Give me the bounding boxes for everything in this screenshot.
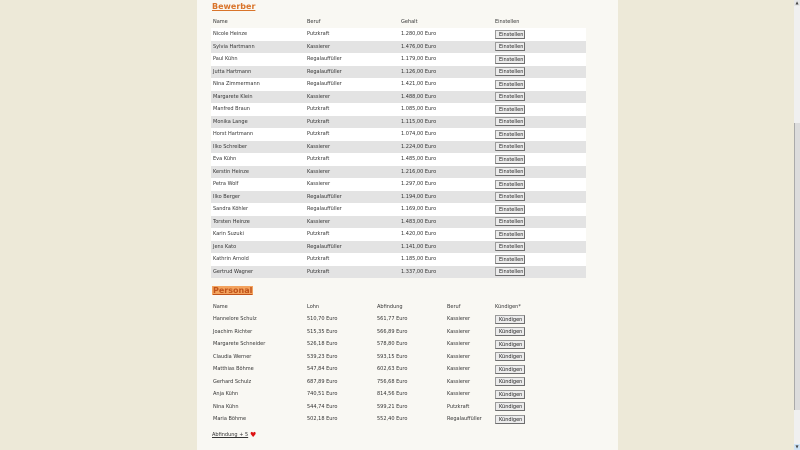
applicant-name: Paul Kühn	[211, 53, 305, 66]
table-row	[211, 216, 586, 229]
kuendigen-button[interactable]: Kündigen	[495, 315, 525, 324]
employee-lohn: 687,89 Euro	[307, 378, 338, 385]
table-row	[211, 388, 531, 401]
applicant-gehalt: 1.074,00 Euro	[399, 128, 493, 141]
table-row	[211, 66, 586, 79]
content-column	[197, 0, 618, 450]
einstellen-cell	[493, 66, 586, 79]
kuendigen-button[interactable]: Kündigen	[495, 390, 525, 399]
employee-abfindung: 552,40 Euro	[377, 416, 408, 423]
applicant-name: Ilko Schreiber	[211, 141, 305, 154]
applicant-name: Eva Kühn	[211, 153, 305, 166]
applicant-beruf: Putzkraft	[305, 253, 399, 266]
einstellen-cell	[493, 203, 586, 216]
applicant-beruf: Regalauffüller	[305, 53, 399, 66]
table-row	[211, 28, 586, 41]
applicant-name: Nina Zimmermann	[211, 78, 305, 91]
applicant-gehalt: 1.141,00 Euro	[399, 241, 493, 254]
einstellen-cell	[493, 103, 586, 116]
employee-name: Anja Kühn	[213, 391, 239, 398]
header-name: Name	[213, 19, 228, 25]
header-beruf: Beruf	[447, 304, 461, 310]
kuendigen-cell	[493, 363, 531, 376]
heart-icon: ♥	[250, 431, 257, 439]
einstellen-button[interactable]: Einstellen	[495, 42, 525, 51]
einstellen-cell	[493, 191, 586, 204]
applicant-beruf: Kassierer	[305, 166, 399, 179]
applicant-name: Horst Hartmann	[211, 128, 305, 141]
employee-beruf: Kassierer	[447, 366, 471, 373]
einstellen-cell	[493, 166, 586, 179]
kuendigen-cell	[493, 376, 531, 389]
einstellen-cell	[493, 141, 586, 154]
scrollbar-thumb[interactable]	[794, 123, 800, 410]
applicant-beruf: Kassierer	[305, 91, 399, 104]
kuendigen-cell	[493, 338, 531, 351]
employee-lohn: 502,18 Euro	[307, 416, 338, 423]
table-row	[211, 363, 531, 376]
employee-beruf: Regalauffüller	[447, 416, 482, 423]
einstellen-button[interactable]: Einstellen	[495, 205, 525, 214]
employee-beruf: Kassierer	[447, 391, 471, 398]
employee-abfindung: 578,80 Euro	[377, 341, 408, 348]
einstellen-button[interactable]: Einstellen	[495, 142, 525, 151]
employee-name: Matthias Böhme	[213, 366, 254, 373]
applicant-gehalt: 1.216,00 Euro	[399, 166, 493, 179]
einstellen-cell	[493, 153, 586, 166]
einstellen-cell	[493, 216, 586, 229]
applicant-gehalt: 1.169,00 Euro	[399, 203, 493, 216]
employee-beruf: Kassierer	[447, 341, 471, 348]
table-row	[211, 91, 586, 104]
employee-name: Nina Kühn	[213, 403, 239, 410]
applicant-beruf: Putzkraft	[305, 153, 399, 166]
einstellen-cell	[493, 41, 586, 54]
table-row	[211, 78, 586, 91]
applicant-gehalt: 1.224,00 Euro	[399, 141, 493, 154]
applicant-gehalt: 1.483,00 Euro	[399, 216, 493, 229]
table-row	[211, 338, 531, 351]
einstellen-button[interactable]: Einstellen	[495, 192, 525, 201]
einstellen-button[interactable]: Einstellen	[495, 255, 525, 264]
kuendigen-button[interactable]: Kündigen	[495, 365, 525, 374]
einstellen-button[interactable]: Einstellen	[495, 67, 525, 76]
personal-table	[211, 301, 531, 426]
table-row	[211, 153, 586, 166]
employee-name: Hannelore Schulz	[213, 316, 257, 323]
table-row	[211, 266, 586, 279]
table-row	[211, 376, 531, 389]
kuendigen-cell	[493, 413, 531, 426]
employee-lohn: 515,35 Euro	[307, 328, 338, 335]
applicant-gehalt: 1.179,00 Euro	[399, 53, 493, 66]
applicant-gehalt: 1.085,00 Euro	[399, 103, 493, 116]
scroll-down-arrow-icon[interactable]: ▼	[795, 444, 799, 449]
einstellen-cell	[493, 128, 586, 141]
employee-beruf: Kassierer	[447, 316, 471, 323]
employee-beruf: Kassierer	[447, 328, 471, 335]
applicant-gehalt: 1.280,00 Euro	[399, 28, 493, 41]
employee-abfindung: 599,21 Euro	[377, 403, 408, 410]
applicant-beruf: Kassierer	[305, 41, 399, 54]
applicant-beruf: Regalauffüller	[305, 241, 399, 254]
table-row	[211, 413, 531, 426]
einstellen-cell	[493, 241, 586, 254]
einstellen-cell	[493, 28, 586, 41]
table-row	[211, 166, 586, 179]
applicant-gehalt: 1.194,00 Euro	[399, 191, 493, 204]
header-einstellen: Einstellen	[495, 19, 520, 25]
table-row	[211, 241, 586, 254]
header-abfindung: Abfindung	[377, 304, 403, 310]
kuendigen-button[interactable]: Kündigen	[495, 352, 525, 361]
applicant-name: Manfred Braun	[211, 103, 305, 116]
einstellen-button[interactable]: Einstellen	[495, 117, 525, 126]
kuendigen-cell	[493, 313, 531, 326]
table-row	[211, 53, 586, 66]
table-row	[211, 326, 531, 339]
applicant-beruf: Putzkraft	[305, 128, 399, 141]
section-title-bewerber: Bewerber	[212, 2, 256, 11]
applicant-gehalt: 1.420,00 Euro	[399, 228, 493, 241]
table-row	[211, 116, 586, 129]
applicant-gehalt: 1.485,00 Euro	[399, 153, 493, 166]
applicant-gehalt: 1.297,00 Euro	[399, 178, 493, 191]
applicant-beruf: Putzkraft	[305, 103, 399, 116]
kuendigen-cell	[493, 351, 531, 364]
einstellen-button[interactable]: Einstellen	[495, 30, 525, 39]
applicant-beruf: Regalauffüller	[305, 203, 399, 216]
employee-beruf: Kassierer	[447, 353, 471, 360]
table-row	[211, 203, 586, 216]
einstellen-cell	[493, 78, 586, 91]
employee-beruf: Putzkraft	[447, 403, 470, 410]
applicant-beruf: Kassierer	[305, 141, 399, 154]
einstellen-button[interactable]: Einstellen	[495, 267, 525, 276]
table-row	[211, 253, 586, 266]
employee-name: Maria Böhme	[213, 416, 247, 423]
scroll-up-arrow-icon[interactable]: ▲	[795, 0, 799, 5]
section-title-personal: Personal	[213, 286, 253, 295]
applicant-name: Torsten Heinze	[211, 216, 305, 229]
einstellen-button[interactable]: Einstellen	[495, 242, 525, 251]
kuendigen-cell	[493, 401, 531, 414]
bewerber-table	[211, 16, 586, 278]
applicant-gehalt: 1.488,00 Euro	[399, 91, 493, 104]
header-lohn: Lohn	[307, 304, 320, 310]
applicant-name: Nicole Heinze	[211, 28, 305, 41]
table-row	[211, 401, 531, 414]
table-header-row	[211, 301, 531, 313]
applicant-gehalt: 1.126,00 Euro	[399, 66, 493, 79]
kuendigen-button[interactable]: Kündigen	[495, 415, 525, 424]
einstellen-cell	[493, 91, 586, 104]
einstellen-button[interactable]: Einstellen	[495, 230, 525, 239]
table-row	[211, 128, 586, 141]
applicant-gehalt: 1.185,00 Euro	[399, 253, 493, 266]
applicant-beruf: Putzkraft	[305, 116, 399, 129]
applicant-beruf: Putzkraft	[305, 228, 399, 241]
table-row	[211, 178, 586, 191]
employee-abfindung: 561,77 Euro	[377, 316, 408, 323]
applicant-name: Petra Wolf	[211, 178, 305, 191]
vertical-scrollbar[interactable]	[794, 0, 800, 450]
applicant-beruf: Putzkraft	[305, 266, 399, 279]
employee-abfindung: 593,15 Euro	[377, 353, 408, 360]
table-row	[211, 191, 586, 204]
employee-lohn: 547,84 Euro	[307, 366, 338, 373]
employee-name: Claudia Werner	[213, 353, 252, 360]
applicant-beruf: Kassierer	[305, 178, 399, 191]
employee-beruf: Kassierer	[447, 378, 471, 385]
applicant-name: Margarete Klein	[211, 91, 305, 104]
header-gehalt: Gehalt	[401, 19, 418, 25]
kuendigen-cell	[493, 326, 531, 339]
table-row	[211, 141, 586, 154]
applicant-name: Kerstin Heinze	[211, 166, 305, 179]
applicant-name: Jutta Hartmann	[211, 66, 305, 79]
einstellen-button[interactable]: Einstellen	[495, 92, 525, 101]
applicant-name: Jens Kato	[211, 241, 305, 254]
employee-name: Margarete Schneider	[213, 341, 266, 348]
einstellen-cell	[493, 178, 586, 191]
kuendigen-button[interactable]: Kündigen	[495, 377, 525, 386]
applicant-name: Kathrin Arnold	[211, 253, 305, 266]
einstellen-button[interactable]: Einstellen	[495, 105, 525, 114]
einstellen-button[interactable]: Einstellen	[495, 180, 525, 189]
applicant-beruf: Kassierer	[305, 216, 399, 229]
employee-abfindung: 602,63 Euro	[377, 366, 408, 373]
table-row	[211, 228, 586, 241]
employee-lohn: 740,51 Euro	[307, 391, 338, 398]
einstellen-button[interactable]: Einstellen	[495, 55, 525, 64]
table-row	[211, 313, 531, 326]
applicant-gehalt: 1.115,00 Euro	[399, 116, 493, 129]
employee-abfindung: 756,68 Euro	[377, 378, 408, 385]
einstellen-button[interactable]: Einstellen	[495, 80, 525, 89]
applicant-name: Karin Suzuki	[211, 228, 305, 241]
table-row	[211, 351, 531, 364]
table-row	[211, 103, 586, 116]
einstellen-button[interactable]: Einstellen	[495, 167, 525, 176]
employee-name: Joachim Richter	[213, 328, 253, 335]
kuendigen-cell	[493, 388, 531, 401]
einstellen-cell	[493, 253, 586, 266]
applicant-beruf: Regalauffüller	[305, 66, 399, 79]
kuendigen-button[interactable]: Kündigen	[495, 340, 525, 349]
abfindung-increase-link[interactable]: Abfindung + 5	[212, 432, 249, 438]
einstellen-cell	[493, 266, 586, 279]
applicant-gehalt: 1.337,00 Euro	[399, 266, 493, 279]
table-row	[211, 41, 586, 54]
employee-lohn: 526,18 Euro	[307, 341, 338, 348]
applicant-gehalt: 1.421,00 Euro	[399, 78, 493, 91]
einstellen-cell	[493, 116, 586, 129]
einstellen-button[interactable]: Einstellen	[495, 155, 525, 164]
applicant-name: Sandra Köhler	[211, 203, 305, 216]
applicant-beruf: Regalauffüller	[305, 191, 399, 204]
applicant-name: Monika Lange	[211, 116, 305, 129]
einstellen-cell	[493, 53, 586, 66]
einstellen-button[interactable]: Einstellen	[495, 130, 525, 139]
table-header-row	[211, 16, 586, 28]
header-name: Name	[213, 304, 228, 310]
einstellen-cell	[493, 228, 586, 241]
applicant-beruf: Putzkraft	[305, 28, 399, 41]
kuendigen-button[interactable]: Kündigen	[495, 327, 525, 336]
header-beruf: Beruf	[307, 19, 321, 25]
header-kuendigen: Kündigen*	[495, 304, 521, 310]
applicant-name: Ilko Berger	[211, 191, 305, 204]
employee-lohn: 510,70 Euro	[307, 316, 338, 323]
applicant-name: Gertrud Wagner	[211, 266, 305, 279]
employee-name: Gerhard Schulz	[213, 378, 252, 385]
kuendigen-button[interactable]: Kündigen	[495, 402, 525, 411]
applicant-gehalt: 1.476,00 Euro	[399, 41, 493, 54]
employee-lohn: 544,74 Euro	[307, 403, 338, 410]
einstellen-button[interactable]: Einstellen	[495, 217, 525, 226]
employee-abfindung: 814,56 Euro	[377, 391, 408, 398]
employee-abfindung: 566,89 Euro	[377, 328, 408, 335]
employee-lohn: 539,23 Euro	[307, 353, 338, 360]
applicant-name: Sylvia Hartmann	[211, 41, 305, 54]
applicant-beruf: Regalauffüller	[305, 78, 399, 91]
